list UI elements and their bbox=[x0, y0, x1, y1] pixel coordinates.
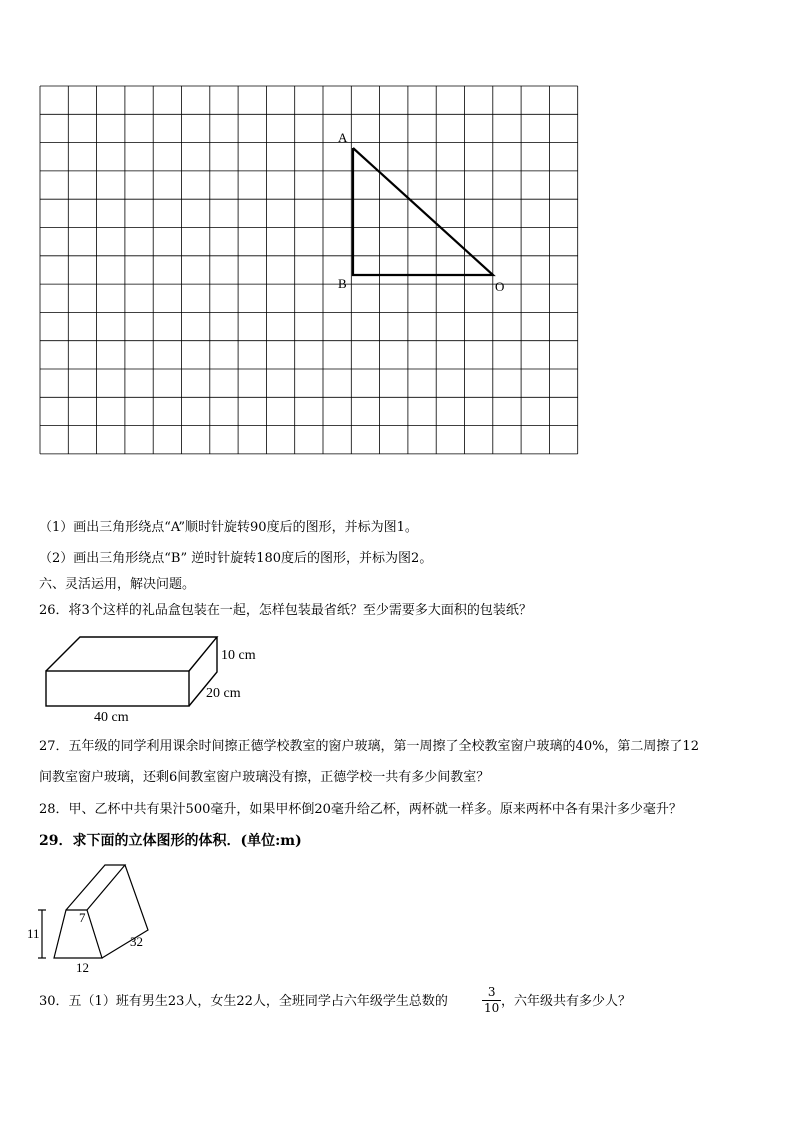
box-length-label: 40 cm bbox=[94, 710, 129, 725]
point-o-label: O bbox=[495, 279, 505, 294]
q29-text: 29．求下面的立体图形的体积．(单位:m) bbox=[39, 833, 302, 849]
q28-text: 28．甲、乙杯中共有果汁500毫升，如果甲杯倒20毫升给乙杯，两杯就一样多。原来两杯中各有果汁多少毫升？ bbox=[39, 802, 682, 817]
grid-figure bbox=[0, 0, 794, 510]
fraction-numerator: 3 bbox=[482, 985, 501, 1001]
section6-title: 六、灵活运用，解决问题。 bbox=[39, 577, 196, 592]
q25-part1: （1）画出三角形绕点“A”顺时针旋转90度后的图形，并标为图1。 bbox=[39, 520, 418, 535]
q30-fraction bbox=[482, 985, 501, 1016]
point-a-label: A bbox=[338, 130, 348, 145]
q30-text-before: 30．五（1）班有男生23人，女生22人，全班同学占六年级学生总数的 bbox=[39, 994, 448, 1009]
point-b-label: B bbox=[338, 276, 347, 291]
trapezoid-prism-figure bbox=[30, 860, 160, 970]
q27-line2: 间教室窗户玻璃，还剩6间教室窗户玻璃没有擦，正德学校一共有多少间教室？ bbox=[39, 770, 490, 785]
box-height-label: 10 cm bbox=[221, 648, 256, 663]
prism-top-label: 7 bbox=[79, 910, 86, 925]
q25-part2: （2）画出三角形绕点“B” 逆时针旋转180度后的图形，并标为图2。 bbox=[39, 551, 433, 566]
fraction-denominator: 10 bbox=[484, 1001, 500, 1015]
q30-line bbox=[39, 993, 448, 1011]
gift-box-figure bbox=[40, 632, 260, 732]
q27-line1: 27．五年级的同学利用课余时间擦正德学校教室的窗户玻璃，第一周擦了全校教室窗户玻璃的40%，第二周擦了12 bbox=[39, 739, 699, 754]
prism-bottom-label: 12 bbox=[76, 960, 89, 975]
box-width-label: 20 cm bbox=[206, 686, 241, 701]
q26-text: 26．将3个这样的礼品盒包装在一起，怎样包装最省纸？至少需要多大面积的包装纸？ bbox=[39, 603, 532, 618]
prism-depth-label: 32 bbox=[130, 934, 143, 949]
q30-text-after: ，六年级共有多少人？ bbox=[501, 994, 632, 1009]
prism-height-label: 11 bbox=[27, 926, 40, 941]
square-grid bbox=[40, 86, 578, 454]
